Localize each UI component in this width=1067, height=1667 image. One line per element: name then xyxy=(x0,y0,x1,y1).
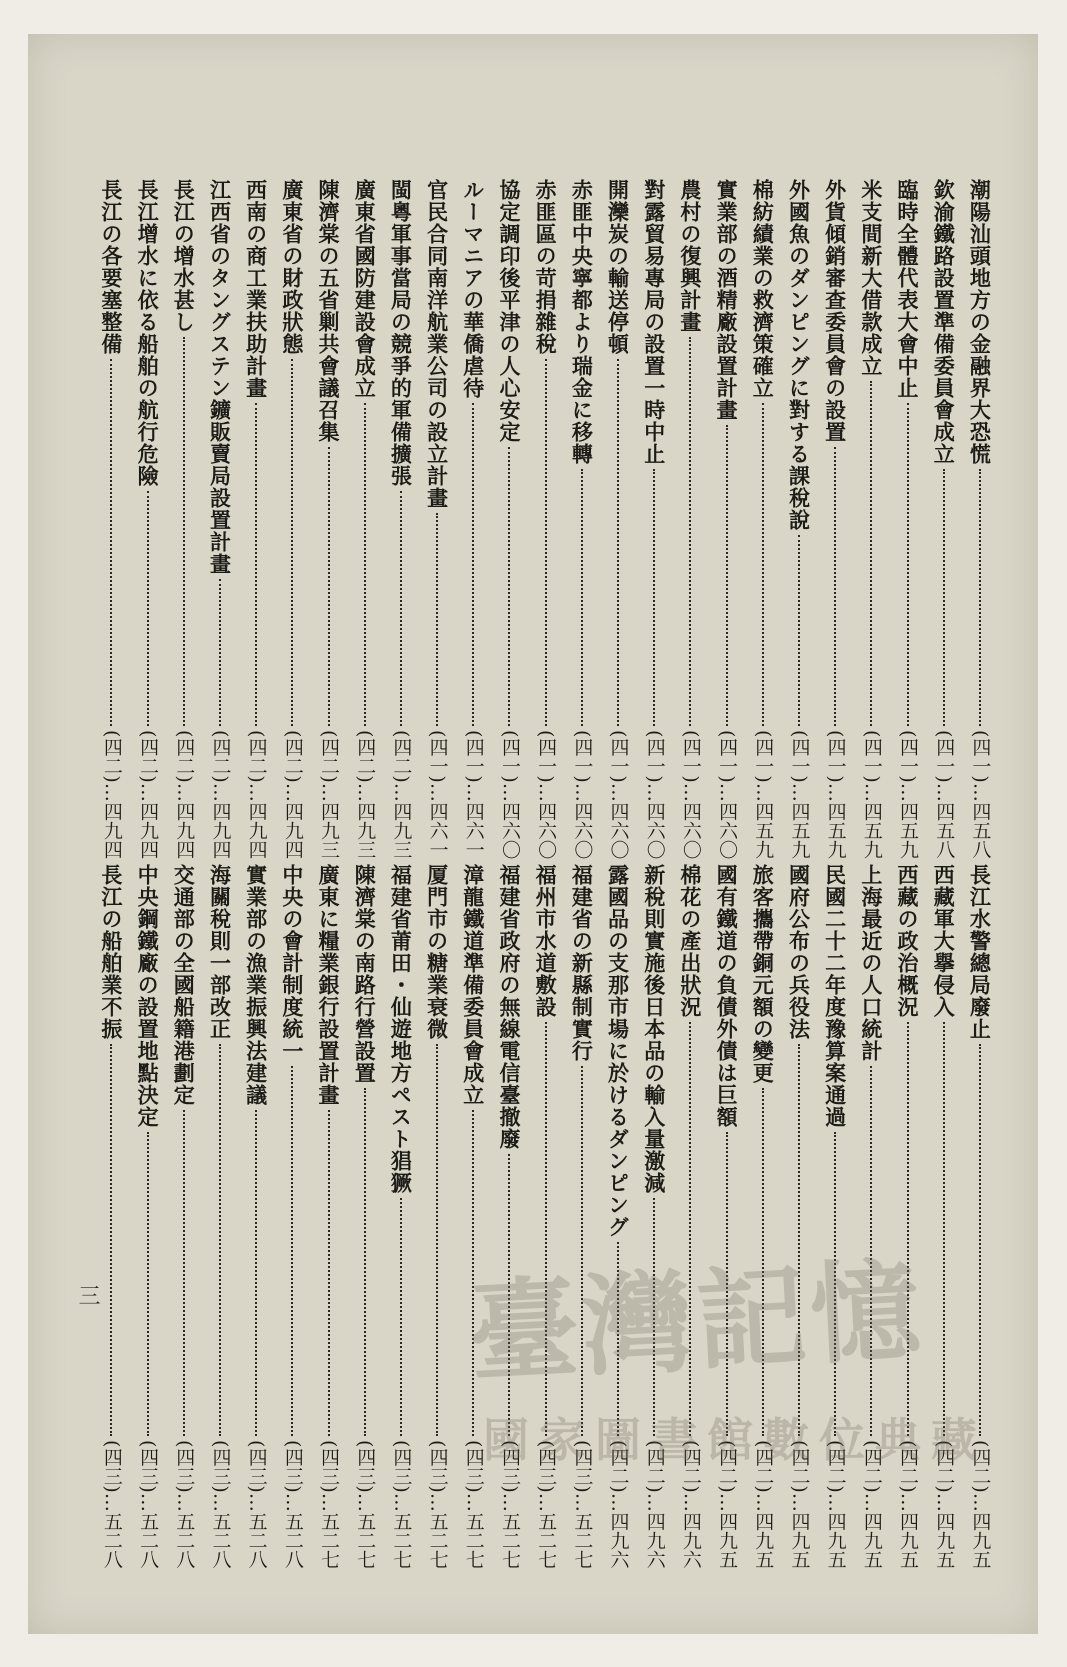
toc-entry-title: 廣東省國防建設會成立 xyxy=(352,179,378,399)
toc-entry-title: 長江水警總局廢止 xyxy=(967,864,993,1040)
toc-entry xyxy=(93,864,129,1569)
toc-entry-title: 臨時全體代表大會中止 xyxy=(895,179,921,399)
toc-entry-title: 陳濟棠の五省剿共會議召集 xyxy=(316,179,342,443)
toc-entry-reference: (四一)…四五八 xyxy=(969,730,992,859)
dot-leader xyxy=(689,337,691,726)
toc-entry xyxy=(636,179,672,859)
dot-leader xyxy=(617,359,619,726)
toc-entry xyxy=(93,179,129,859)
toc-entry-reference: (四三)…五二七 xyxy=(426,1440,449,1569)
toc-entry-reference: (四一)…四六〇 xyxy=(679,730,702,859)
toc-entry-title: 長江增水に依る船舶の航行危險 xyxy=(135,179,161,487)
toc-entry xyxy=(419,179,455,859)
toc-entry-reference: (四一)…四五八 xyxy=(933,730,956,859)
toc-entry-reference: (四二)…四九六 xyxy=(643,1440,666,1569)
dot-leader xyxy=(870,381,872,726)
toc-entry-title: 福建省の新縣制實行 xyxy=(569,864,595,1062)
toc-entry-title: 米支間新大借款成立 xyxy=(858,179,884,377)
toc-entry-title: 厦門市の糖業衰微 xyxy=(424,864,450,1040)
toc-entry-reference: (四二)…四九五 xyxy=(969,1440,992,1569)
toc-entry-title: 閩粵軍事當局の競爭的軍備擴張 xyxy=(388,179,414,487)
toc-entry-title: 中央の會計制度統一 xyxy=(279,864,305,1062)
watermark-sub-text: 國家圖書館數位典藏 xyxy=(483,1413,987,1467)
dot-leader xyxy=(255,403,257,726)
toc-entry xyxy=(202,864,238,1569)
toc-entry-reference: (四三)…五二七 xyxy=(354,1440,377,1569)
dot-leader xyxy=(183,337,185,726)
dot-leader xyxy=(291,1066,293,1436)
toc-entry-reference: (四一)…四五九 xyxy=(752,730,775,859)
toc-entry-reference: (四三)…五二七 xyxy=(498,1440,521,1569)
toc-entry-reference: (四二)…四九五 xyxy=(824,1440,847,1569)
watermark-subtitle xyxy=(483,1404,987,1470)
toc-entry xyxy=(130,864,166,1569)
toc-entry xyxy=(166,864,202,1569)
toc-entry xyxy=(962,179,998,859)
toc-entry-reference: (四三)…五二八 xyxy=(209,1440,232,1569)
toc-entry xyxy=(166,179,202,859)
toc-entry xyxy=(889,179,925,859)
toc-entry xyxy=(130,179,166,859)
toc-entry-reference: (四二)…四九六 xyxy=(679,1440,702,1569)
toc-entry-title: 官民合同南洋航業公司の設立計畫 xyxy=(424,179,450,509)
dot-leader xyxy=(907,403,909,726)
toc-entry-title: 福州市水道敷設 xyxy=(533,864,559,1018)
document-page xyxy=(28,34,1038,1634)
toc-entry-title: 陳濟棠の南路行營設置 xyxy=(352,864,378,1084)
toc-entry-reference: (四二)…四九六 xyxy=(607,1440,630,1569)
toc-entry-title: 廣東に糧業銀行設置計畫 xyxy=(316,864,342,1106)
toc-entry-reference: (四二)…四九三 xyxy=(354,730,377,859)
toc-entry-reference: (四二)…四九五 xyxy=(752,1440,775,1569)
toc-entry-title: 開灤炭の輸送停頓 xyxy=(605,179,631,355)
toc-entry-title: 中央鋼鐵廠の設置地點決定 xyxy=(135,864,161,1128)
toc-entry xyxy=(600,179,636,859)
toc-entry-reference: (四二)…四九三 xyxy=(390,730,413,859)
toc-entry-title: 江西省のタングステン鑛販賣局設置計畫 xyxy=(207,179,233,575)
toc-entry xyxy=(274,864,310,1569)
dot-leader xyxy=(328,1110,330,1436)
toc-entry-reference: (四二)…四九五 xyxy=(897,1440,920,1569)
toc-entry-title: 長江の船舶業不振 xyxy=(98,864,124,1040)
toc-entry-reference: (四一)…四六〇 xyxy=(607,730,630,859)
dot-leader xyxy=(255,1110,257,1436)
toc-entry xyxy=(781,179,817,859)
toc-entries-top xyxy=(93,179,1038,859)
dot-leader xyxy=(400,491,402,726)
toc-entry-title: 長江の各要塞整備 xyxy=(98,179,124,355)
toc-entry-title: 西南の商工業扶助計畫 xyxy=(243,179,269,399)
dot-leader xyxy=(291,359,293,726)
watermark-logo xyxy=(464,1222,928,1404)
toc-entry-reference: (四一)…四六〇 xyxy=(716,730,739,859)
toc-entry-reference: (四二)…四九四 xyxy=(209,730,232,859)
toc-entry-reference: (四二)…四九五 xyxy=(716,1440,739,1569)
dot-leader xyxy=(943,1022,945,1436)
toc-entry-title: 廣東省の財政狀態 xyxy=(279,179,305,355)
toc-entry-reference: (四一)…四五九 xyxy=(824,730,847,859)
toc-entry-reference: (四二)…四九三 xyxy=(318,730,341,859)
dot-leader xyxy=(147,1132,149,1436)
dot-leader xyxy=(183,1110,185,1436)
dot-leader xyxy=(219,1044,221,1436)
toc-entry-title: 潮陽汕頭地方の金融界大恐慌 xyxy=(967,179,993,465)
toc-entry-title: 福建省莆田・仙遊地方ペスト猖獗 xyxy=(388,864,414,1194)
toc-entry-title: 國府公布の兵役法 xyxy=(786,864,812,1040)
toc-entry-reference: (四二)…四九五 xyxy=(933,1440,956,1569)
toc-entry-reference: (四二)…四九四 xyxy=(100,730,123,859)
toc-entry-title: 西藏軍大擧侵入 xyxy=(931,864,957,1018)
toc-entry-title: ルーマニアの華僑虐待 xyxy=(460,179,486,399)
toc-entry xyxy=(202,179,238,859)
toc-entry xyxy=(238,864,274,1569)
toc-entry xyxy=(274,179,310,859)
toc-entry-reference: (四二)…四九四 xyxy=(245,730,268,859)
toc-entry-reference: (四二)…四九四 xyxy=(173,730,196,859)
dot-leader xyxy=(364,403,366,726)
dot-leader xyxy=(508,447,510,726)
toc-entry-title: 棉花の產出狀況 xyxy=(677,864,703,1018)
toc-entry-reference: (四一)…四五九 xyxy=(788,730,811,859)
toc-entry-reference: (四二)…四九四 xyxy=(281,730,304,859)
page-number: 三 xyxy=(75,1284,100,1306)
watermark-main: 臺灣記憶 xyxy=(465,1245,928,1398)
toc-entry-title: 新稅則實施後日本品の輸入量激減 xyxy=(641,864,667,1194)
toc-entry xyxy=(491,179,527,859)
toc-entry xyxy=(528,179,564,859)
dot-leader xyxy=(110,359,112,726)
toc-entry xyxy=(383,864,419,1569)
toc-entry-title: 福建省政府の無線電信臺撤廢 xyxy=(496,864,522,1150)
toc-entry-reference: (四一)…四六〇 xyxy=(571,730,594,859)
toc-entry xyxy=(347,179,383,859)
toc-entry xyxy=(672,179,708,859)
toc-entry-reference: (四三)…五二七 xyxy=(390,1440,413,1569)
toc-entry xyxy=(419,864,455,1569)
dot-leader xyxy=(726,425,728,726)
toc-entry-reference: (四一)…四六一 xyxy=(426,730,449,859)
toc-entry-title: 長江の增水甚し xyxy=(171,179,197,333)
toc-entry-reference: (四三)…五二七 xyxy=(535,1440,558,1569)
dot-leader xyxy=(110,1044,112,1436)
toc-entry-title: 外貨傾銷審查委員會の設置 xyxy=(822,179,848,443)
toc-entry-reference: (四一)…四六一 xyxy=(462,730,485,859)
toc-entry-reference: (四一)…四五九 xyxy=(860,730,883,859)
dot-leader xyxy=(328,447,330,726)
toc-entry-reference: (四三)…五二八 xyxy=(173,1440,196,1569)
toc-entry xyxy=(383,179,419,859)
dot-leader xyxy=(943,469,945,726)
toc-entry-title: 赤匪區の苛捐雜稅 xyxy=(533,179,559,355)
dot-leader xyxy=(762,403,764,726)
toc-entry xyxy=(853,179,889,859)
dot-leader xyxy=(364,1088,366,1436)
toc-entry-reference: (四三)…五二八 xyxy=(281,1440,304,1569)
toc-entry-reference: (四二)…四九四 xyxy=(137,730,160,859)
toc-entry-title: 協定調印後平津の人心安定 xyxy=(496,179,522,443)
toc-entry-reference: (四一)…四六〇 xyxy=(643,730,666,859)
toc-entry-title: 欽渝鐵路設置準備委員會成立 xyxy=(931,179,957,465)
toc-entry-title: 海關稅則一部改正 xyxy=(207,864,233,1040)
dot-leader xyxy=(436,1044,438,1436)
toc-entry-title: 國有鐵道の負債外債は巨額 xyxy=(714,864,740,1128)
toc-entry-title: 漳龍鐵道準備委員會成立 xyxy=(460,864,486,1106)
toc-entry-reference: (四二)…四九五 xyxy=(788,1440,811,1569)
toc-entry-reference: (四三)…五二七 xyxy=(462,1440,485,1569)
dot-leader xyxy=(219,579,221,726)
toc-entry xyxy=(926,179,962,859)
toc-entry-reference: (四一)…四六〇 xyxy=(535,730,558,859)
toc-entry-title: 實業部の漁業振興法建議 xyxy=(243,864,269,1106)
toc-entry-reference: (四三)…五二八 xyxy=(245,1440,268,1569)
toc-entry xyxy=(745,179,781,859)
dot-leader xyxy=(834,447,836,726)
toc-entry-title: 實業部の酒精廠設置計畫 xyxy=(714,179,740,421)
toc-entry-reference: (四三)…五二七 xyxy=(571,1440,594,1569)
toc-entry-title: 外國魚のダンピングに對する課稅說 xyxy=(786,179,812,531)
toc-entry-reference: (四一)…四五九 xyxy=(897,730,920,859)
toc-entry xyxy=(817,179,853,859)
toc-entry-reference: (四一)…四六〇 xyxy=(498,730,521,859)
dot-leader xyxy=(979,1044,981,1436)
toc-entry-title: 對露貿易專局の設置一時中止 xyxy=(641,179,667,465)
dot-leader xyxy=(581,469,583,726)
toc-entry-reference: (四三)…五二八 xyxy=(100,1440,123,1569)
toc-entry-title: 上海最近の人口統計 xyxy=(858,864,884,1062)
toc-entry-title: 農村の復興計畫 xyxy=(677,179,703,333)
toc-entry xyxy=(310,179,346,859)
toc-entry-title: 西藏の政治概況 xyxy=(895,864,921,1018)
toc-entry xyxy=(709,179,745,859)
toc-entry-title: 赤匪中央寧都より瑞金に移轉 xyxy=(569,179,595,465)
dot-leader xyxy=(545,359,547,726)
toc-entry-title: 棉紡績業の救濟策確立 xyxy=(750,179,776,399)
toc-entry xyxy=(347,864,383,1569)
dot-leader xyxy=(147,491,149,726)
toc-entry-title: 露國品の支那市場に於けるダンピング xyxy=(605,864,631,1238)
toc-entry-reference: (四三)…五二七 xyxy=(318,1440,341,1569)
toc-entry-reference: (四三)…五二八 xyxy=(137,1440,160,1569)
dot-leader xyxy=(472,403,474,726)
toc-entry xyxy=(455,179,491,859)
toc-entry xyxy=(238,179,274,859)
toc-entry-title: 旅客攜帶銅元額の變更 xyxy=(750,864,776,1084)
toc-entry xyxy=(564,179,600,859)
toc-entry-reference: (四二)…四九五 xyxy=(860,1440,883,1569)
toc-entry-title: 交通部の全國船籍港劃定 xyxy=(171,864,197,1106)
dot-leader xyxy=(979,469,981,726)
dot-leader xyxy=(798,535,800,726)
dot-leader xyxy=(653,469,655,726)
toc-section-top xyxy=(28,179,1038,859)
toc-entry-title: 民國二十二年度豫算案通過 xyxy=(822,864,848,1128)
toc-entry xyxy=(310,864,346,1569)
dot-leader xyxy=(400,1198,402,1436)
dot-leader xyxy=(436,513,438,726)
